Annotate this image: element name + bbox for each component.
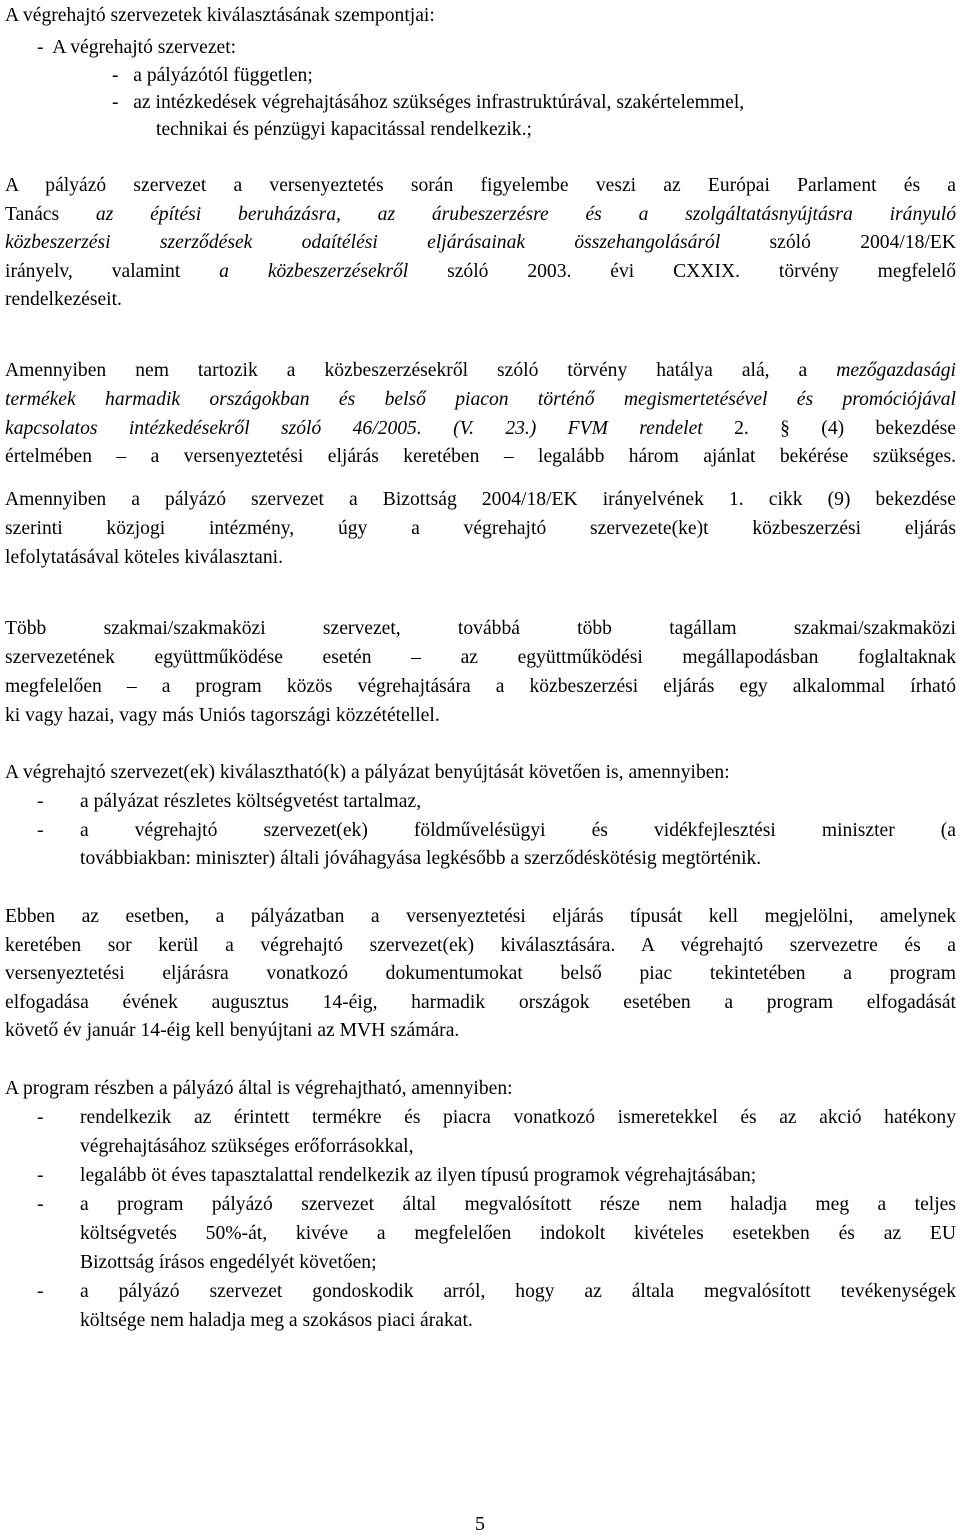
section2-line1: A pályázó szervezet a versenyeztetés során figyelembe veszi az Európai Parlament és a: [5, 175, 956, 196]
section7-line5: követő év január 14-éig kell benyújtani az MVH számára.: [5, 1020, 460, 1041]
section8-item4-cont: költsége nem haladja meg a szokásos piaci árakat.: [80, 1310, 473, 1331]
section7-line3: versenyeztetési eljárásra vonatkozó dokumentumokat belső piac tekintetében a program: [5, 963, 956, 984]
section8-dash3: -: [37, 1194, 44, 1215]
section8-item1-cont: végrehajtásához szükséges erőforrásokkal,: [80, 1136, 414, 1157]
section2-line4: [5, 258, 956, 286]
section7-line2: keretében sor kerül a végrehajtó szervezet(ek) kiválasztására. A végrehajtó szervezetre és a: [5, 935, 956, 956]
section3-line3: [5, 415, 956, 443]
section3-decree-title-b: termékek harmadik országokban és belső piacon történő megismertetésével és promóciójával: [5, 389, 956, 410]
section2-line2: [5, 201, 956, 229]
section8-item3: a program pályázó szervezet által megvalósított része nem haladja meg a teljes: [80, 1194, 956, 1215]
section4-line2: szerinti közjogi intézmény, úgy a végrehajtó szervezete(ke)t közbeszerzési eljárás: [5, 518, 956, 539]
section8-intro: A program részben a pályázó által is végrehajtható, amennyiben:: [5, 1078, 513, 1099]
section2-line2-a: Tanács: [5, 204, 96, 225]
section2-law-title: a közbeszerzésekről: [219, 261, 409, 282]
section7-line4: elfogadása évének augusztus 14-éig, harmadik országok esetében a program elfogadását: [5, 992, 956, 1013]
section2-line3-b: szóló 2004/18/EK: [720, 232, 956, 253]
section2-line5: rendelkezéseit.: [5, 289, 122, 310]
section1-item: - A végrehajtó szervezet:: [37, 37, 237, 58]
section1-heading: A végrehajtó szervezetek kiválasztásának szempontjai:: [5, 5, 435, 26]
section5-line1: Több szakmai/szakmaközi szervezet, továbbá több tagállam szakmai/szakmaközi: [5, 618, 956, 639]
section1-sub2: - az intézkedések végrehajtásához szükséges infrastruktúrával, szakértelemmel,: [112, 92, 745, 113]
section1-sub2-cont: technikai és pénzügyi kapacitással rendelkezik.;: [156, 119, 532, 140]
section8-dash1: -: [37, 1107, 44, 1128]
section6-dash2: -: [37, 820, 44, 841]
section8-dash2: -: [37, 1165, 44, 1186]
section3-line1: [5, 357, 956, 385]
section8-dash4: -: [37, 1281, 44, 1302]
section2-line4-a: irányelv, valamint: [5, 261, 220, 282]
section6-item1: a pályázat részletes költségvetést tartalmaz,: [80, 791, 422, 812]
section3-line3-b: 2. § (4) bekezdése: [702, 418, 956, 439]
section4-line3: lefolytatásával köteles kiválasztani.: [5, 547, 284, 568]
section6-item2-cont: továbbiakban: miniszter) általi jóváhagyása legkésőbb a szerződéskötésig megtörténik.: [80, 848, 762, 869]
section2-line3: [5, 229, 956, 257]
section5-line4: ki vagy hazai, vagy más Uniós tagországi közzététellel.: [5, 705, 440, 726]
section2-line4-c: szóló 2003. évi CXXIX. törvény megfelelő: [408, 261, 956, 282]
section5-line3: megfelelően – a program közös végrehajtására a közbeszerzési eljárás egy alkalommal írható: [5, 676, 956, 697]
section8-item3-cont1: költségvetés 50%-át, kivéve a megfelelően indokolt kivételes esetekben és az EU: [80, 1223, 956, 1244]
section8-item3-cont2: Bizottság írásos engedélyét követően;: [80, 1252, 377, 1273]
section3-line4: értelmében – a versenyeztetési eljárás keretében – legalább három ajánlat bekérése szükséges.: [5, 446, 956, 467]
section6-intro: A végrehajtó szervezet(ek) kiválasztható(k) a pályázat benyújtását követően is, amennyiben:: [5, 762, 730, 783]
page-number: 5: [475, 1513, 485, 1535]
section3-decree-title-c: kapcsolatos intézkedésekről szóló 46/2005. (V. 23.) FVM rendelet: [5, 418, 703, 439]
section1-sub1: - a pályázótól független;: [112, 65, 313, 86]
section3-decree-title-a: mezőgazdasági: [836, 360, 956, 381]
section2-directive-title-a: az építési beruházásra, az árubeszerzésre és a szolgáltatásnyújtásra irányuló: [95, 204, 956, 225]
section8-item2: legalább öt éves tapasztalattal rendelkezik az ilyen típusú programok végrehajtásában;: [80, 1165, 757, 1186]
section8-item4: a pályázó szervezet gondoskodik arról, hogy az általa megvalósított tevékenységek: [80, 1281, 956, 1302]
section8-item1: rendelkezik az érintett termékre és piacra vonatkozó ismeretekkel és az akció hatékony: [80, 1107, 956, 1128]
section5-line2: szervezetének együttműködése esetén – az együttműködési megállapodásban foglaltaknak: [5, 647, 956, 668]
section3-line2: [5, 386, 956, 414]
section7-line1: Ebben az esetben, a pályázatban a versenyeztetési eljárás típusát kell megjelölni, amelynek: [5, 906, 956, 927]
section3-line1-a: Amennyiben nem tartozik a közbeszerzésekről szóló törvény hatálya alá, a: [5, 360, 837, 381]
section6-dash1: -: [37, 791, 44, 812]
section6-item2: a végrehajtó szervezet(ek) földművelésügyi és vidékfejlesztési miniszter (a: [80, 820, 956, 841]
section4-line1: Amennyiben a pályázó szervezet a Bizottság 2004/18/EK irányelvének 1. cikk (9) bekezdése: [5, 489, 956, 510]
section2-directive-title-b: közbeszerzési szerződések odaítélési eljárásainak összehangolásáról: [5, 232, 721, 253]
